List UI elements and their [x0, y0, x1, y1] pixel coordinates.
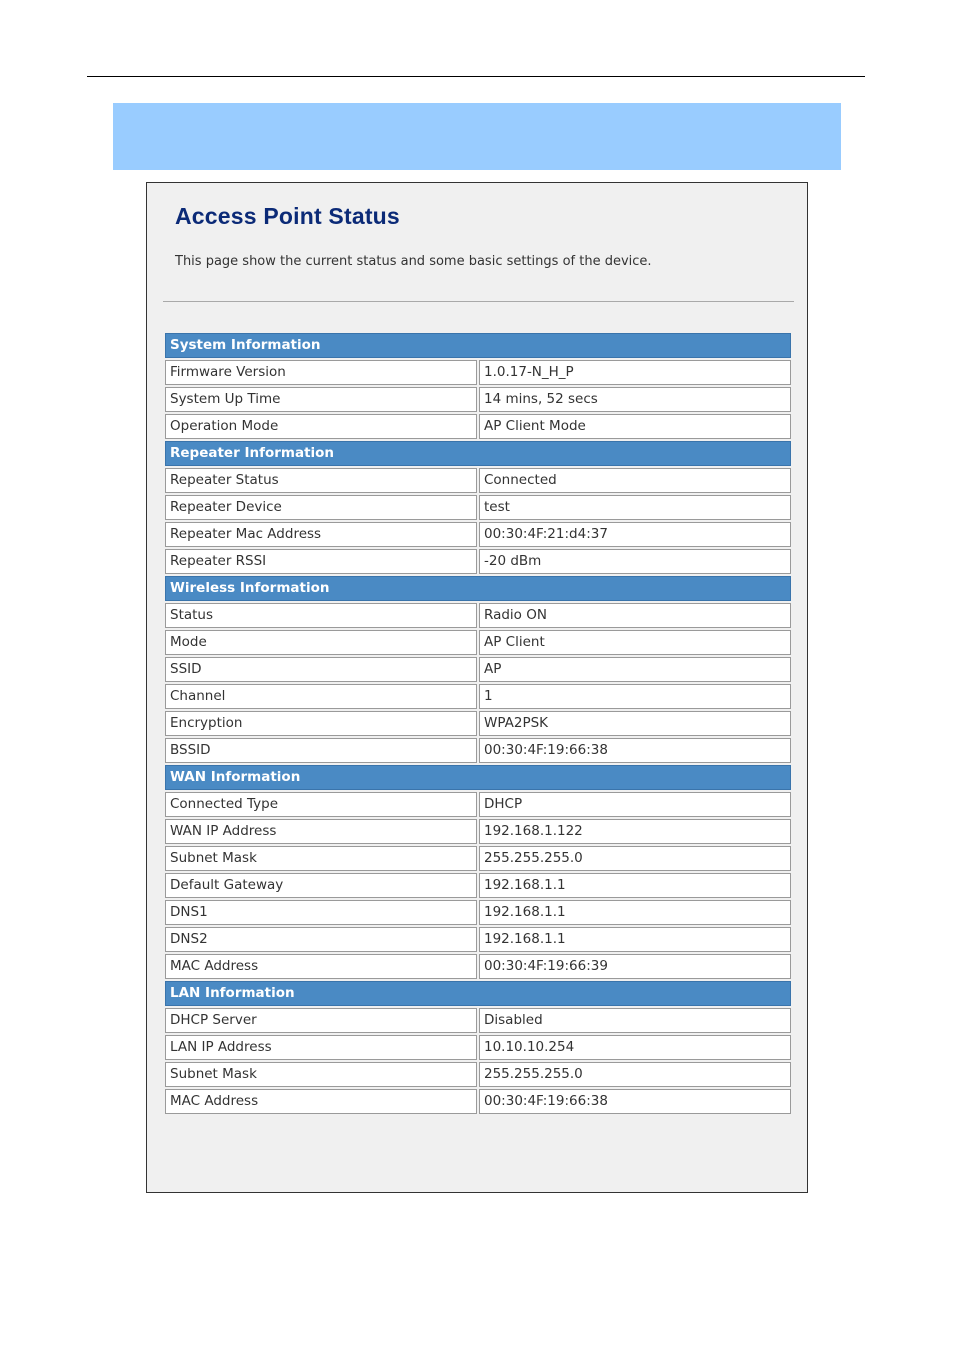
page-description: This page show the current status and some basic settings of the device.: [175, 254, 652, 269]
table-row: [165, 495, 791, 520]
row-label: System Up Time: [165, 387, 477, 412]
table-row: [165, 1008, 791, 1033]
row-value: WPA2PSK: [479, 711, 791, 736]
row-value: -20 dBm: [479, 549, 791, 574]
row-label: Repeater Mac Address: [165, 522, 477, 547]
row-value: test: [479, 495, 791, 520]
row-value: Connected: [479, 468, 791, 493]
table-row: [165, 414, 791, 439]
row-value: 192.168.1.1: [479, 900, 791, 925]
section-header-wan: [165, 765, 791, 790]
row-label: Subnet Mask: [165, 846, 477, 871]
row-value: 192.168.1.1: [479, 873, 791, 898]
table-row: [165, 630, 791, 655]
blue-banner: [113, 103, 841, 170]
row-label: WAN IP Address: [165, 819, 477, 844]
row-label: Repeater Device: [165, 495, 477, 520]
row-value: Radio ON: [479, 603, 791, 628]
section-title: LAN Information: [165, 981, 791, 1006]
table-row: [165, 387, 791, 412]
table-row: [165, 1062, 791, 1087]
row-value: 14 mins, 52 secs: [479, 387, 791, 412]
table-row: [165, 657, 791, 682]
row-label: Connected Type: [165, 792, 477, 817]
top-rule: [87, 76, 865, 77]
row-label: LAN IP Address: [165, 1035, 477, 1060]
table-row: [165, 819, 791, 844]
table-row: [165, 711, 791, 736]
row-value: Disabled: [479, 1008, 791, 1033]
status-table: [163, 331, 793, 1116]
table-row: [165, 738, 791, 763]
section-title: System Information: [165, 333, 791, 358]
table-row: [165, 846, 791, 871]
row-value: AP Client: [479, 630, 791, 655]
table-row: [165, 360, 791, 385]
table-row: [165, 792, 791, 817]
row-value: 00:30:4F:19:66:38: [479, 738, 791, 763]
table-row: [165, 522, 791, 547]
section-header-wireless: [165, 576, 791, 601]
row-label: Mode: [165, 630, 477, 655]
section-title: WAN Information: [165, 765, 791, 790]
row-label: Repeater RSSI: [165, 549, 477, 574]
page-title: Access Point Status: [175, 203, 400, 229]
row-label: Default Gateway: [165, 873, 477, 898]
row-value: AP: [479, 657, 791, 682]
row-value: AP Client Mode: [479, 414, 791, 439]
row-value: 1.0.17-N_H_P: [479, 360, 791, 385]
table-row: [165, 900, 791, 925]
section-header-system: [165, 333, 791, 358]
row-label: MAC Address: [165, 1089, 477, 1114]
row-label: Operation Mode: [165, 414, 477, 439]
table-row: [165, 1035, 791, 1060]
row-label: Channel: [165, 684, 477, 709]
row-value: 00:30:4F:19:66:38: [479, 1089, 791, 1114]
row-label: MAC Address: [165, 954, 477, 979]
row-value: DHCP: [479, 792, 791, 817]
row-label: Encryption: [165, 711, 477, 736]
access-point-status-panel: [146, 182, 808, 1193]
row-value: 00:30:4F:21:d4:37: [479, 522, 791, 547]
table-row: [165, 954, 791, 979]
row-label: DHCP Server: [165, 1008, 477, 1033]
row-label: DNS1: [165, 900, 477, 925]
row-value: 1: [479, 684, 791, 709]
table-row: [165, 603, 791, 628]
row-value: 10.10.10.254: [479, 1035, 791, 1060]
table-row: [165, 1089, 791, 1114]
row-value: 192.168.1.1: [479, 927, 791, 952]
table-row: [165, 468, 791, 493]
row-value: 255.255.255.0: [479, 1062, 791, 1087]
row-label: BSSID: [165, 738, 477, 763]
row-label: Repeater Status: [165, 468, 477, 493]
row-label: SSID: [165, 657, 477, 682]
divider: [163, 301, 794, 302]
row-value: 192.168.1.122: [479, 819, 791, 844]
table-row: [165, 873, 791, 898]
row-label: Firmware Version: [165, 360, 477, 385]
section-header-repeater: [165, 441, 791, 466]
row-label: DNS2: [165, 927, 477, 952]
row-value: 00:30:4F:19:66:39: [479, 954, 791, 979]
row-label: Status: [165, 603, 477, 628]
section-header-lan: [165, 981, 791, 1006]
section-title: Wireless Information: [165, 576, 791, 601]
table-row: [165, 549, 791, 574]
row-label: Subnet Mask: [165, 1062, 477, 1087]
section-title: Repeater Information: [165, 441, 791, 466]
row-value: 255.255.255.0: [479, 846, 791, 871]
table-row: [165, 927, 791, 952]
table-row: [165, 684, 791, 709]
